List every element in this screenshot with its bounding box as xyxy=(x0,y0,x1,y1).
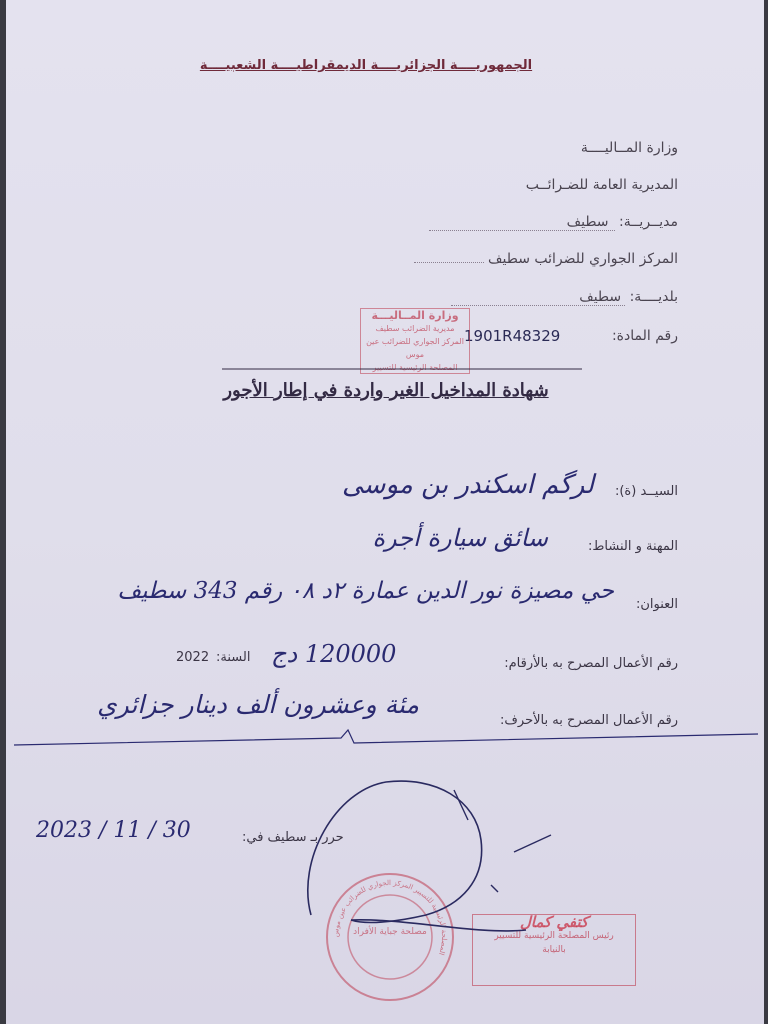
stamp-ministry: وزارة المــاليـــة xyxy=(371,309,459,322)
center-line xyxy=(414,251,678,267)
occupation-value: سائق سيارة أجرة xyxy=(372,524,548,552)
signatory-title: رئيس المصلحة الرئيسية للتسيير xyxy=(494,931,614,941)
address-label: العنوان: xyxy=(635,597,678,612)
year-value: 2022 xyxy=(176,650,210,665)
written-at-label: حرر بـ سطيف في: xyxy=(242,830,344,845)
revenue-number-value: 120000 دج xyxy=(271,640,397,668)
municipality-label: بلديــــة: xyxy=(629,289,678,305)
center-name: المركز الجواري للضرائب سطيف xyxy=(488,251,678,267)
stamp-directorate: مديرية الضرائب سطيف xyxy=(375,324,455,333)
occupation-label: المهنة و النشاط: xyxy=(588,539,678,554)
signature-stamp xyxy=(472,914,636,986)
revenue-number-label: رقم الأعمال المصرح به بالأرقام: xyxy=(504,656,678,671)
round-stamp-inner-text: مصلحة جباية الأفراد xyxy=(353,927,427,937)
revenue-words-value: مئة وعشرون ألف دينار جزائري xyxy=(97,690,419,719)
ministry-line: وزارة المــاليــــة xyxy=(580,140,678,156)
written-at-date: 2023 / 11 / 30 xyxy=(36,818,191,843)
article-label: رقم المادة: xyxy=(611,328,678,344)
words-underline-stroke xyxy=(14,730,758,745)
signatory-name: كتفي كمال xyxy=(519,913,589,931)
revenue-words-label: رقم الأعمال المصرح به بالأحرف: xyxy=(500,713,678,728)
document-title: شهادة المداخيل الغير واردة في إطار الأجور xyxy=(223,380,549,401)
directorate-general-line: المديرية العامة للضـرائــب xyxy=(525,177,678,193)
center-dots xyxy=(414,262,484,263)
article-line xyxy=(612,328,678,344)
document-page xyxy=(6,0,764,1024)
year-label: السنة: xyxy=(216,650,251,665)
address-value: حي مصيزة نور الدين عمارة ۲د ۰۸ رقم 343 سطيف xyxy=(117,578,614,604)
republic-header: الجمهوريــــة الجزائريــــة الديمقراطيــــة الشعبيــــة xyxy=(199,58,533,73)
ministry-stamp xyxy=(360,308,470,374)
article-number: 1901R48329 xyxy=(464,327,561,345)
directorate-line xyxy=(429,214,678,231)
directorate-value: سطيف xyxy=(429,214,615,231)
stamp-service: المصلحة الرئيسية للتسيير xyxy=(372,363,458,372)
municipality-line xyxy=(451,289,678,306)
name-value: لرگم اسكندر بن موسى xyxy=(341,470,594,500)
municipality-value: سطيف xyxy=(451,289,625,306)
name-label: السيــد (ة): xyxy=(614,484,678,499)
signatory-delegation: بالنيابة xyxy=(542,945,566,955)
round-official-stamp xyxy=(320,872,460,1002)
round-stamp-outer-text: المصلحة الرئيسية للتسيير المركز الجواري للضرائب عين موس xyxy=(331,878,449,957)
stamp-center: المركز الجواري للضرائب عين موس xyxy=(366,337,464,359)
directorate-label: مديــريــة: xyxy=(619,214,678,230)
